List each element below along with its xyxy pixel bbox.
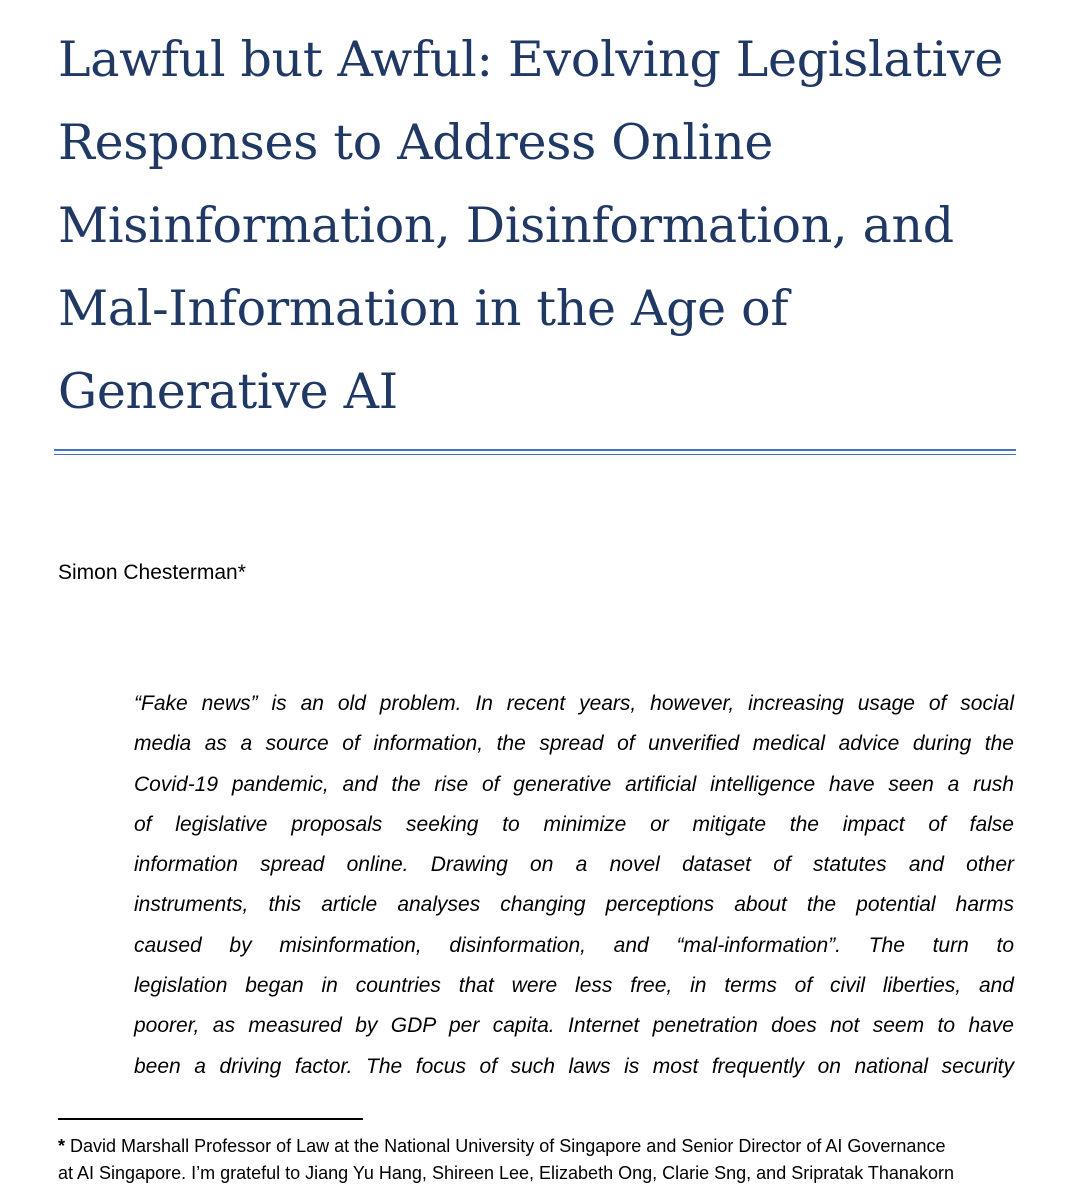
abstract-line: information spread online. Drawing on a novel dataset of statutes and other: [134, 853, 1014, 877]
footnote-line: at AI Singapore. I’m grateful to Jiang Yu Hang, Shireen Lee, Elizabeth Ong, Clarie Sng, and Sripratak Thanakorn: [58, 1163, 954, 1183]
thanks-name: Clarie Sng: [662, 1163, 747, 1183]
footnote-thanks-lead: at AI Singapore. I’m grateful to: [58, 1163, 301, 1183]
author-name: Simon Chesterman*: [58, 561, 246, 584]
title-line: Generative AI: [58, 363, 398, 420]
title-line: Responses to Address Online: [58, 114, 774, 171]
footnote-separator: [58, 1118, 363, 1120]
abstract-line: of legislative proposals seeking to minimize or mitigate the impact of false: [134, 812, 1014, 836]
paper-title: [58, 18, 1038, 433]
abstract-line: Covid-19 pandemic, and the rise of generative artificial intelligence have seen a rush: [134, 772, 1014, 796]
title-line: Mal-Information in the Age of: [58, 280, 789, 337]
title-line: Lawful but Awful: Evolving Legislative: [58, 31, 1004, 88]
footnote-line: [58, 1133, 1018, 1160]
abstract-line: media as a source of information, the spread of unverified medical advice during the: [134, 732, 1014, 756]
abstract-line: “Fake news” is an old problem. In recent years, however, increasing usage of social: [134, 692, 1014, 715]
abstract-line: poorer, as measured by GDP per capita. Internet penetration does not seem to have: [134, 1014, 1014, 1038]
footnote-thanks-tail: , and Sripratak Thanakorn: [746, 1163, 954, 1183]
footnote-affiliation: David Marshall Professor of Law at the National University of Singapore and Senior Director of AI Governance: [70, 1136, 946, 1156]
title-divider-thin: [54, 454, 1016, 455]
abstract-line: caused by misinformation, disinformation, and “mal-information”. The turn to: [134, 933, 1014, 957]
thanks-name: Elizabeth Ong: [539, 1163, 653, 1183]
title-divider: [54, 449, 1016, 451]
footnote-marker: *: [58, 1136, 66, 1156]
thanks-name: Shireen Lee: [431, 1163, 530, 1183]
abstract-line: legislation began in countries that were less free, in terms of civil liberties, and: [134, 974, 1014, 998]
footnote: [58, 1133, 1018, 1187]
thanks-name: Jiang Yu Hang: [305, 1163, 422, 1183]
abstract: [134, 684, 1014, 1087]
abstract-line: instruments, this article analyses changing perceptions about the potential harms: [134, 893, 1014, 917]
title-line: Misinformation, Disinformation, and: [58, 197, 954, 254]
abstract-line: been a driving factor. The focus of such laws is most frequently on national security: [134, 1054, 1014, 1078]
